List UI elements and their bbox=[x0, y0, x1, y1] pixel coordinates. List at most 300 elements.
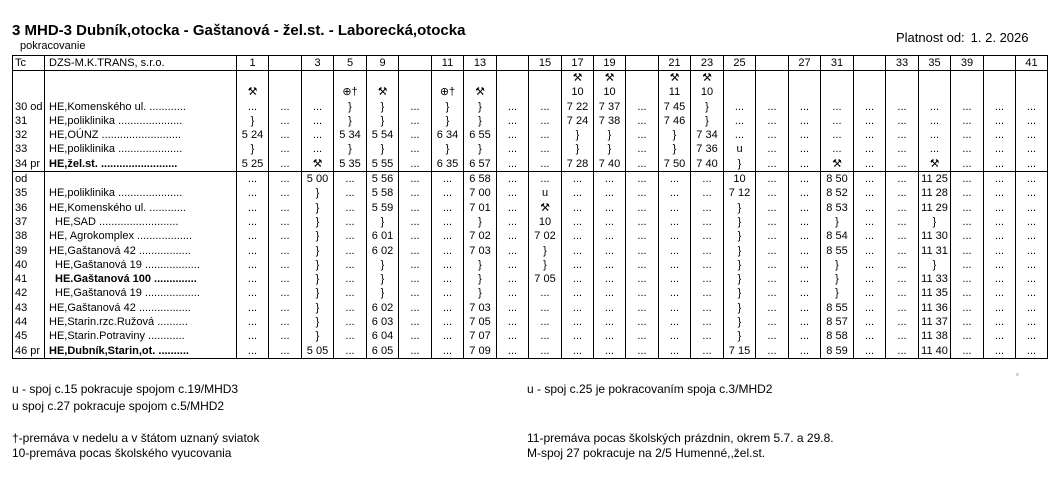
time-cell: ... bbox=[691, 287, 724, 301]
time-cell: ... bbox=[691, 344, 724, 359]
time-cell: ... bbox=[594, 201, 626, 215]
table-row bbox=[13, 172, 1048, 187]
time-cell: ... bbox=[334, 315, 367, 329]
time-cell: ... bbox=[691, 172, 724, 187]
time-cell: ... bbox=[399, 301, 432, 315]
time-cell: 7 02 bbox=[529, 230, 562, 244]
time-cell: ... bbox=[529, 100, 562, 114]
time-cell: ... bbox=[269, 172, 302, 187]
trip-number bbox=[269, 56, 302, 71]
time-cell: ... bbox=[984, 128, 1016, 142]
time-cell: ... bbox=[756, 230, 789, 244]
time-cell: ... bbox=[594, 244, 626, 258]
trip-number bbox=[854, 56, 886, 71]
time-cell: 7 01 bbox=[464, 201, 497, 215]
time-cell: ... bbox=[399, 258, 432, 272]
time-cell: ... bbox=[399, 330, 432, 344]
time-cell bbox=[821, 71, 854, 86]
time-cell: 10 bbox=[594, 86, 626, 100]
time-cell: ... bbox=[984, 215, 1016, 229]
time-cell: ... bbox=[951, 258, 984, 272]
time-cell: ... bbox=[497, 344, 529, 359]
trip-number: 23 bbox=[691, 56, 724, 71]
time-cell: ... bbox=[984, 201, 1016, 215]
time-cell: ... bbox=[269, 114, 302, 128]
time-cell: ... bbox=[789, 143, 821, 157]
time-cell: 10 bbox=[562, 86, 594, 100]
time-cell: ... bbox=[789, 258, 821, 272]
time-cell bbox=[951, 86, 984, 100]
table-row bbox=[13, 71, 1048, 86]
time-cell: } bbox=[724, 301, 756, 315]
time-cell: ... bbox=[302, 128, 334, 142]
time-cell: 6 01 bbox=[367, 230, 399, 244]
time-cell: ... bbox=[432, 258, 464, 272]
time-cell: ... bbox=[399, 287, 432, 301]
time-cell: } bbox=[659, 143, 691, 157]
time-cell: 7 46 bbox=[659, 114, 691, 128]
time-cell: ... bbox=[1016, 143, 1048, 157]
time-cell: ... bbox=[529, 330, 562, 344]
stop-name bbox=[45, 71, 237, 86]
time-cell: ... bbox=[724, 100, 756, 114]
note-m27: M-spoj 27 pokracuje na 2/5 Humenné,,žel.st. bbox=[527, 446, 766, 460]
time-cell: ... bbox=[562, 330, 594, 344]
time-cell bbox=[1016, 71, 1048, 86]
trip-number: 11 bbox=[432, 56, 464, 71]
time-cell: ... bbox=[497, 244, 529, 258]
time-cell: ... bbox=[659, 244, 691, 258]
time-cell bbox=[724, 86, 756, 100]
time-cell: ... bbox=[497, 172, 529, 187]
time-cell: ... bbox=[626, 128, 659, 142]
time-cell: 10 bbox=[529, 215, 562, 229]
time-cell: 8 55 bbox=[821, 244, 854, 258]
time-cell bbox=[399, 86, 432, 100]
time-cell: ... bbox=[1016, 215, 1048, 229]
time-cell: ... bbox=[821, 143, 854, 157]
timetable bbox=[12, 55, 1048, 359]
time-cell: ... bbox=[594, 287, 626, 301]
time-cell: } bbox=[724, 272, 756, 286]
page-title: 3 MHD-3 Dubník,otocka - Gaštanová - žel.st. - Laborecká,otocka bbox=[12, 22, 466, 39]
valid-date: 1. 2. 2026 bbox=[970, 30, 1029, 45]
time-cell: 6 34 bbox=[432, 128, 464, 142]
time-cell: ... bbox=[497, 330, 529, 344]
time-cell: ... bbox=[562, 315, 594, 329]
time-cell: } bbox=[724, 244, 756, 258]
time-cell: ... bbox=[886, 187, 919, 201]
time-cell bbox=[756, 86, 789, 100]
time-cell: } bbox=[464, 258, 497, 272]
time-cell bbox=[497, 86, 529, 100]
time-cell: 5 55 bbox=[367, 157, 399, 172]
table-row bbox=[13, 114, 1048, 128]
time-cell: ... bbox=[432, 230, 464, 244]
time-cell: 7 15 bbox=[724, 344, 756, 359]
time-cell: 6 03 bbox=[367, 315, 399, 329]
table-row bbox=[13, 157, 1048, 172]
time-cell: 7 22 bbox=[562, 100, 594, 114]
time-cell: } bbox=[367, 272, 399, 286]
time-cell: 5 00 bbox=[302, 172, 334, 187]
table-row bbox=[13, 86, 1048, 100]
time-cell: 5 59 bbox=[367, 201, 399, 215]
valid-label: Platnost od: bbox=[896, 30, 965, 45]
time-cell: ... bbox=[237, 244, 269, 258]
time-cell: u bbox=[724, 143, 756, 157]
trip-number: 25 bbox=[724, 56, 756, 71]
trip-number bbox=[984, 56, 1016, 71]
time-cell: ... bbox=[399, 157, 432, 172]
table-row bbox=[13, 187, 1048, 201]
time-cell: ... bbox=[854, 215, 886, 229]
time-cell: ... bbox=[432, 287, 464, 301]
table-row bbox=[13, 301, 1048, 315]
time-cell: ... bbox=[756, 272, 789, 286]
time-cell: ... bbox=[756, 244, 789, 258]
time-cell: ... bbox=[497, 100, 529, 114]
time-cell: ... bbox=[334, 301, 367, 315]
time-cell: ... bbox=[497, 157, 529, 172]
time-cell: } bbox=[464, 114, 497, 128]
time-cell: ... bbox=[691, 201, 724, 215]
stop-name: HE,Starin.rzc.Ružová .......... bbox=[45, 315, 237, 329]
time-cell: ... bbox=[529, 114, 562, 128]
time-cell: ... bbox=[626, 187, 659, 201]
time-cell: 5 58 bbox=[367, 187, 399, 201]
time-cell: ... bbox=[919, 114, 951, 128]
time-cell: ... bbox=[497, 301, 529, 315]
time-cell: ... bbox=[659, 258, 691, 272]
time-cell: ... bbox=[626, 100, 659, 114]
time-cell: ... bbox=[399, 114, 432, 128]
time-cell: } bbox=[432, 114, 464, 128]
table-row bbox=[13, 344, 1048, 359]
time-cell: } bbox=[821, 287, 854, 301]
time-cell: ... bbox=[1016, 330, 1048, 344]
time-cell: ... bbox=[724, 114, 756, 128]
time-cell: ... bbox=[237, 330, 269, 344]
time-cell: ... bbox=[626, 301, 659, 315]
note-u15: u - spoj c.15 pokracuje spojom c.19/MHD3 bbox=[12, 382, 239, 396]
time-cell: 8 53 bbox=[821, 201, 854, 215]
stop-code: od bbox=[13, 172, 45, 187]
time-cell: ... bbox=[659, 201, 691, 215]
time-cell: ... bbox=[756, 128, 789, 142]
time-cell: ... bbox=[854, 315, 886, 329]
time-cell: ... bbox=[886, 258, 919, 272]
time-cell: ... bbox=[756, 301, 789, 315]
time-cell: ... bbox=[529, 301, 562, 315]
trip-number bbox=[399, 56, 432, 71]
time-cell: ... bbox=[691, 230, 724, 244]
time-cell: ... bbox=[626, 287, 659, 301]
time-cell: 10 bbox=[691, 86, 724, 100]
time-cell: ... bbox=[399, 272, 432, 286]
time-cell: ⚒ bbox=[529, 201, 562, 215]
time-cell: ... bbox=[237, 100, 269, 114]
stop-code: 30 od bbox=[13, 100, 45, 114]
time-cell: ... bbox=[334, 172, 367, 187]
time-cell: ... bbox=[854, 187, 886, 201]
stop-code: 32 bbox=[13, 128, 45, 142]
time-cell: ... bbox=[659, 172, 691, 187]
time-cell: ... bbox=[497, 201, 529, 215]
time-cell: ... bbox=[237, 315, 269, 329]
time-cell: ... bbox=[237, 287, 269, 301]
stop-name bbox=[45, 172, 237, 187]
time-cell: ... bbox=[1016, 287, 1048, 301]
time-cell: ... bbox=[984, 230, 1016, 244]
time-cell: ... bbox=[789, 315, 821, 329]
time-cell: } bbox=[237, 143, 269, 157]
time-cell: } bbox=[367, 287, 399, 301]
time-cell: } bbox=[724, 315, 756, 329]
time-cell: ... bbox=[626, 244, 659, 258]
time-cell: } bbox=[334, 143, 367, 157]
time-cell: 11 bbox=[659, 86, 691, 100]
time-cell: ... bbox=[529, 157, 562, 172]
time-cell: ... bbox=[1016, 128, 1048, 142]
time-cell: ... bbox=[432, 272, 464, 286]
time-cell: ... bbox=[854, 201, 886, 215]
time-cell: ... bbox=[1016, 172, 1048, 187]
stop-name: HE, Agrokomplex .................. bbox=[45, 230, 237, 244]
time-cell: ... bbox=[984, 287, 1016, 301]
time-cell: ... bbox=[626, 157, 659, 172]
time-cell: 7 50 bbox=[659, 157, 691, 172]
time-cell: } bbox=[594, 143, 626, 157]
time-cell: ... bbox=[269, 100, 302, 114]
time-cell: ... bbox=[789, 172, 821, 187]
time-cell: ... bbox=[432, 201, 464, 215]
stop-code: 44 bbox=[13, 315, 45, 329]
time-cell: ... bbox=[626, 172, 659, 187]
time-cell: ... bbox=[886, 143, 919, 157]
table-row bbox=[13, 143, 1048, 157]
trip-number bbox=[497, 56, 529, 71]
time-cell: ... bbox=[951, 287, 984, 301]
time-cell: 7 02 bbox=[464, 230, 497, 244]
time-cell: } bbox=[464, 100, 497, 114]
time-cell: ... bbox=[626, 258, 659, 272]
time-cell: ... bbox=[789, 344, 821, 359]
time-cell bbox=[919, 86, 951, 100]
time-cell: 11 31 bbox=[919, 244, 951, 258]
time-cell: ⚒ bbox=[237, 86, 269, 100]
time-cell: ... bbox=[886, 215, 919, 229]
trip-number: 39 bbox=[951, 56, 984, 71]
time-cell: ⚒ bbox=[919, 157, 951, 172]
time-cell: ... bbox=[951, 215, 984, 229]
time-cell: ... bbox=[562, 172, 594, 187]
time-cell: 6 57 bbox=[464, 157, 497, 172]
time-cell: ... bbox=[756, 172, 789, 187]
time-cell: ... bbox=[399, 143, 432, 157]
time-cell: ... bbox=[562, 272, 594, 286]
stop-code: 33 bbox=[13, 143, 45, 157]
trip-number: 1 bbox=[237, 56, 269, 71]
time-cell: } bbox=[334, 100, 367, 114]
time-cell: ... bbox=[626, 272, 659, 286]
time-cell: ... bbox=[756, 157, 789, 172]
stop-name: HE,poliklinika ..................... bbox=[45, 114, 237, 128]
time-cell: ... bbox=[691, 272, 724, 286]
trip-number: 41 bbox=[1016, 56, 1048, 71]
time-cell: } bbox=[302, 258, 334, 272]
time-cell: 8 55 bbox=[821, 301, 854, 315]
time-cell: 7 36 bbox=[691, 143, 724, 157]
time-cell: ... bbox=[497, 287, 529, 301]
time-cell: ... bbox=[237, 187, 269, 201]
time-cell: ... bbox=[626, 143, 659, 157]
time-cell: ... bbox=[432, 330, 464, 344]
time-cell: ... bbox=[269, 157, 302, 172]
time-cell: 6 04 bbox=[367, 330, 399, 344]
time-cell: ... bbox=[1016, 244, 1048, 258]
time-cell: ... bbox=[789, 100, 821, 114]
time-cell: ... bbox=[951, 330, 984, 344]
time-cell: ... bbox=[497, 315, 529, 329]
time-cell: ... bbox=[789, 201, 821, 215]
stop-code: 35 bbox=[13, 187, 45, 201]
stop-code: 31 bbox=[13, 114, 45, 128]
stop-code: 37 bbox=[13, 215, 45, 229]
time-cell: ... bbox=[626, 114, 659, 128]
time-cell: ... bbox=[886, 100, 919, 114]
validity bbox=[890, 30, 1028, 45]
time-cell: ⊕† bbox=[334, 86, 367, 100]
stop-code: 39 bbox=[13, 244, 45, 258]
time-cell bbox=[854, 71, 886, 86]
table-row bbox=[13, 258, 1048, 272]
time-cell bbox=[269, 86, 302, 100]
time-cell: } bbox=[302, 330, 334, 344]
note-u25: u - spoj c.25 je pokracovaním spoja c.3/MHD2 bbox=[527, 382, 773, 396]
time-cell: } bbox=[464, 287, 497, 301]
time-cell: 11 29 bbox=[919, 201, 951, 215]
time-cell: 11 37 bbox=[919, 315, 951, 329]
stop-name: HE,Gaštanová 19 .................. bbox=[45, 258, 237, 272]
stop-name: HE.Gaštanová 100 .............. bbox=[45, 272, 237, 286]
time-cell: ... bbox=[984, 157, 1016, 172]
time-cell: ... bbox=[984, 100, 1016, 114]
time-cell: ... bbox=[886, 128, 919, 142]
time-cell: 7 12 bbox=[724, 187, 756, 201]
time-cell: ... bbox=[594, 301, 626, 315]
time-cell: 6 02 bbox=[367, 301, 399, 315]
time-cell: ... bbox=[886, 157, 919, 172]
time-cell: ... bbox=[854, 244, 886, 258]
time-cell: ⚒ bbox=[464, 86, 497, 100]
time-cell: ... bbox=[594, 215, 626, 229]
time-cell: ... bbox=[951, 272, 984, 286]
trip-number: 15 bbox=[529, 56, 562, 71]
table-row bbox=[13, 215, 1048, 229]
trip-number: 5 bbox=[334, 56, 367, 71]
time-cell: ... bbox=[789, 272, 821, 286]
time-cell: ... bbox=[789, 244, 821, 258]
time-cell bbox=[821, 86, 854, 100]
stop-name: HE,Starin.Potraviny ............ bbox=[45, 330, 237, 344]
time-cell: } bbox=[724, 287, 756, 301]
time-cell: ... bbox=[984, 244, 1016, 258]
time-cell: } bbox=[724, 157, 756, 172]
time-cell bbox=[399, 71, 432, 86]
time-cell: ... bbox=[756, 187, 789, 201]
time-cell: ... bbox=[237, 272, 269, 286]
time-cell: ... bbox=[951, 128, 984, 142]
time-cell: ... bbox=[854, 100, 886, 114]
time-cell: ... bbox=[432, 315, 464, 329]
col-operator: DZS-M.K.TRANS, s.r.o. bbox=[45, 56, 237, 71]
time-cell: ... bbox=[789, 114, 821, 128]
time-cell: ... bbox=[269, 201, 302, 215]
time-cell: ... bbox=[594, 172, 626, 187]
time-cell: ... bbox=[756, 344, 789, 359]
time-cell bbox=[984, 86, 1016, 100]
time-cell: ... bbox=[237, 258, 269, 272]
time-cell: ... bbox=[659, 315, 691, 329]
time-cell: ... bbox=[399, 172, 432, 187]
time-cell: ... bbox=[562, 244, 594, 258]
time-cell: ... bbox=[269, 215, 302, 229]
time-cell: } bbox=[464, 272, 497, 286]
time-cell: ⚒ bbox=[821, 157, 854, 172]
time-cell: 7 37 bbox=[594, 100, 626, 114]
time-cell: ... bbox=[789, 157, 821, 172]
time-cell bbox=[529, 86, 562, 100]
trip-number: 21 bbox=[659, 56, 691, 71]
time-cell: } bbox=[367, 143, 399, 157]
time-cell: 11 38 bbox=[919, 330, 951, 344]
time-cell: 7 05 bbox=[464, 315, 497, 329]
col-tc: Tc bbox=[13, 56, 45, 71]
table-row bbox=[13, 315, 1048, 329]
time-cell: ... bbox=[951, 143, 984, 157]
time-cell: ... bbox=[626, 230, 659, 244]
time-cell: ... bbox=[854, 143, 886, 157]
note-u27: u spoj c.27 pokracuje spojom c.5/MHD2 bbox=[12, 399, 225, 413]
time-cell: ... bbox=[886, 172, 919, 187]
time-cell: ... bbox=[529, 287, 562, 301]
time-cell: ... bbox=[302, 100, 334, 114]
time-cell: } bbox=[302, 272, 334, 286]
time-cell: ... bbox=[756, 258, 789, 272]
time-cell: ... bbox=[529, 172, 562, 187]
time-cell: } bbox=[821, 258, 854, 272]
page-subtitle: pokracovanie bbox=[20, 40, 86, 52]
time-cell: ... bbox=[659, 287, 691, 301]
time-cell: ⚒ bbox=[302, 157, 334, 172]
time-cell: 5 35 bbox=[334, 157, 367, 172]
stop-name: HE,poliklinika ..................... bbox=[45, 143, 237, 157]
time-cell bbox=[334, 71, 367, 86]
time-cell: ... bbox=[1016, 230, 1048, 244]
time-cell: ... bbox=[854, 230, 886, 244]
time-cell: ... bbox=[432, 244, 464, 258]
trip-number: 13 bbox=[464, 56, 497, 71]
time-cell: } bbox=[334, 114, 367, 128]
time-cell: ... bbox=[886, 272, 919, 286]
time-cell: ... bbox=[691, 258, 724, 272]
stop-code: 46 pr bbox=[13, 344, 45, 359]
note-sunday: †-premáva v nedelu a v štátom uznaný sviatok bbox=[12, 431, 260, 445]
time-cell: ... bbox=[691, 244, 724, 258]
time-cell bbox=[1016, 86, 1048, 100]
time-cell: ... bbox=[562, 201, 594, 215]
